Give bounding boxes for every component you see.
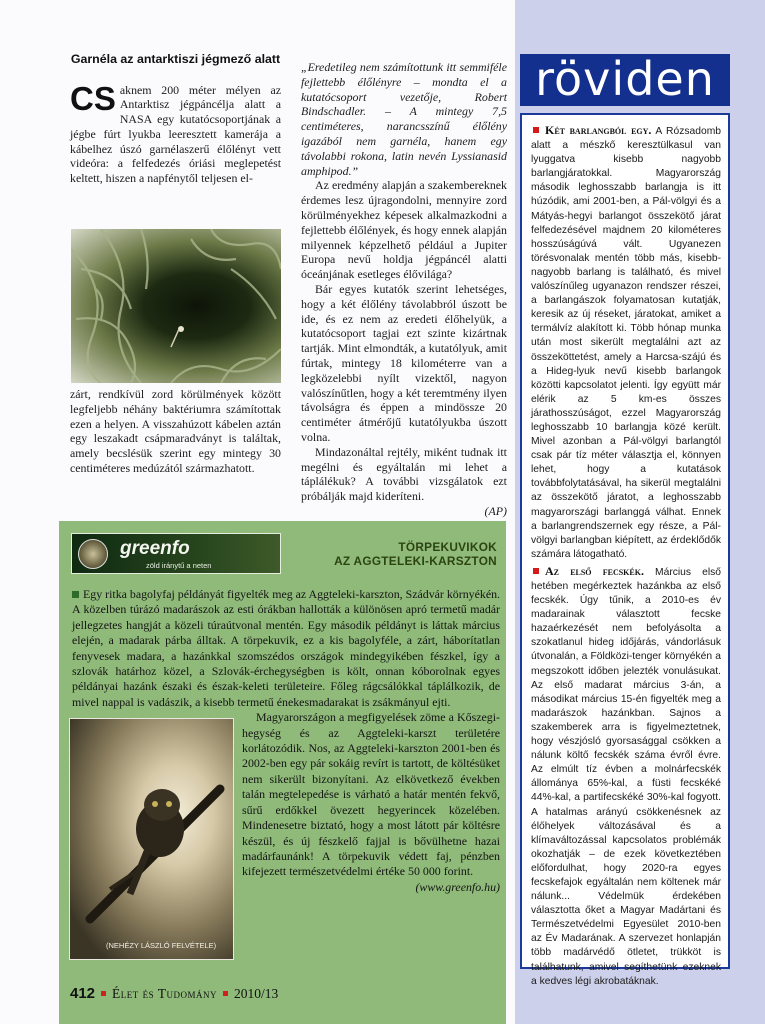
article-paragraph-2: Az eredmény alapján a szakembereknek érdemes lesz újragondolni, mennyire zord körülményekhez képesek alkalmazkodni a fejlettebb élőlények, és hogy ennek alapján milyennek képzelhető például a Jupiter Europa nevű holdja jégpáncél alatti óceánjának esetleges élővilága? — [301, 178, 507, 282]
article-title: Garnéla az antarktiszi jégmező alatt — [70, 52, 281, 66]
sidebar-news-box — [520, 113, 730, 987]
publication-name: Élet és Tudomány — [112, 986, 218, 1001]
research-hole-photo — [71, 229, 281, 383]
owl-photo — [69, 718, 234, 960]
article-column-2 — [301, 60, 507, 519]
greenfo-tagline: zöld iránytű a neten — [146, 561, 212, 570]
green-box-text — [72, 587, 500, 962]
article-intro: aknem 200 méter mélyen az Antarktisz jégpáncélja alatt a NASA egy kutatócsoportjának a jégbe fúrt lyukba leeresztett kamerája a kábelhez úszó garnélaszerű élőlényt vett videóra: a felfedezés óriási meglepetést keltett, hiszen a napfénytől teljesen el- — [70, 82, 281, 186]
issue-number: 2010/13 — [234, 986, 279, 1001]
footer-separator-icon — [223, 991, 228, 996]
green-square-bullet-icon — [72, 591, 79, 598]
green-signature: (www.greenfo.hu) — [415, 879, 500, 894]
footer-separator-icon — [101, 991, 106, 996]
green-paragraph-2: Magyarországon a megfigyelések zöme a Kőszegi-hegység és az Aggteleki-karszt területére korlátozódik. Nos, az Aggteleki-karszton 2001-ben és 2002-ben egy pár sokáig revírt is tartott, de költésüket nem sikerült bizonyítani. Az elkövetkező években talán megtelepedése is várható a határ mentén fekvő, sűrű erdőkkel övezett hegyerincek közelében. Mindenesetre biztató, hogy a most látott pár költésre készül, és új fészkelő fajjal is bővülhetne hazai madárfaunánk! A törpekuvik védett faj, pénzben kifejezett természetvédelmi értéke 50 000 forint. — [242, 710, 500, 879]
red-square-bullet-icon — [533, 568, 539, 574]
news-item-swallows — [531, 564, 721, 989]
news-item-caves-text: A Rózsadomb alatt a mészkő keresztülkasul van lyuggatva kisebb nagyobb barlangjáratokkal. Magyarország második leghosszabb barlangja is itt húzódik, ami 2001-ben, a Pál-völgyi és a Mátyás-hegyi barlangot összekötő járat felfedezésével majdnem 20 kilométeres hosszúságúvá vált. Ugyanezen törésvonalak mentén több más, kisebb-nagyobb barlang is található, és mivel valószínűleg ugyanazon rendszer részei, a barlangászok folyamatosan kutatják, keresik az új réseket, járatokat, amiket a termálvíz alakított ki. Több hónap munka után most sikerült megtalálni azt az összeköttetést, amely a Harcsa-szájú és a Hideg-lyuk nevű kisebb barlangok közötti kapcsolatot jelenti. Így együtt már elérik az 5 km-es összes járathosszúságot, ezzel Magyarország leghosszabb 10 barlangja közé került. Mivel azonban a Pál-völgyi barlangtól csak pár tíz méter választja el, könnyen lehet, hogy a kutatások továbbfolytatásával, ha sikerül megtalálni az összekötő járatot, a leghosszabb magyarországi barlanggá válhat. Ennek a barlangrendszernek egy része, a Pál-völgyi barlangban kiépített, az érdeklődők számára látogatható. — [531, 126, 722, 560]
sidebar-title: röviden — [520, 54, 730, 106]
dropcap: CS — [70, 79, 116, 117]
article-paragraph-3: Bár egyes kutatók szerint lehetséges, hogy a két élőlény távolabbról úszott be ide, és ez nem az eredeti élőhelyük, a kutatócsoport tagjai ezt szinte kizártnak tartják. Mint elmondták, a kutatólyuk, amit fúrtak, mintegy 18 kilométerre van a legközelebbi nyílt vizektől, nagyon valószínűtlen, hogy a két teremtmény ilyen távolságra és éppen a mindössze 20 centiméter átmérőjű kutatólyukba úszott volna. — [301, 281, 507, 444]
article-signature: (AP) — [484, 503, 507, 518]
article-column-1-continued: zárt, rendkívül zord körülmények között legfeljebb néhány baktériumra számítottak ezen a helyen. A visszahúzott kábelen aztán egy leszakadt csápmaradványt is találtak, amely becslésük szerint egy mintegy 30 centiméteres medúzától származhatott. — [70, 387, 281, 475]
greenfo-wordmark: greenfo — [120, 538, 190, 559]
news-item-swallows-heading: Az első fecskék. — [545, 563, 644, 578]
greenfo-banner — [71, 533, 281, 574]
news-item-caves-heading: Két barlangból egy. — [545, 123, 652, 137]
news-item-caves — [531, 123, 721, 562]
page-footer — [70, 985, 278, 1002]
news-item-swallows-text: Március első hetében megérkeztek hazánkba az első fecskék. Úgy tűnik, a 2010-es év madarainak választott fecske hazaérkezését nem befolyásolta a szokatlanul hideg időjárás, vándorlásuk útvonalán, a Földközi-tenger környékén a megszokott időben jelezték vonulásukat. Az első madarat március 3-án, a másodikat március 15-én figyelték meg a madarászok hazánkban. Sajnos a szakemberek arra is figyelmeztetnek, hogy vészjósló gyorsasággal csökken a nálunk költő fecskék száma évről évre. Az elmúlt tíz évben a molnárfecskék állománya 65%-kal, a füsti fecskéké 44%-kal, a partifecskéké 30%-kal fogyott. A hatalmas arányú csökkenésnek az élőhelyek változásával és a klímaváltozással kapcsolatos problémák okozhatják – de ezek következtében előfordulhat, hogy 2020-ra egyes fecskefajok egyáltalán nem költenek már nálunk... Védelmük érdekében választotta őket a Magyar Madártani és Természetvédelmi Egyesület 2010-ben az Év Madarának. A szervezet honlapján több madárvédő ötletet, trükköt is találhatunk, amivel segíthetünk ezeknek a kedves légi akrobatáknak. — [531, 566, 721, 987]
article-paragraph-4: Mindazonáltal rejtély, miként tudnak itt megélni és egyáltalán mi lehet a táplálékuk? A további vizsgálatok ezt próbálják majd kideríteni. — [301, 444, 507, 504]
green-paragraph-1-lead: Egy ritka bagolyfaj példányát figyelték meg az Aggteleki-karszton, Szádvár környékén. A közelben túrázó madarászok az esti órákban hallották a különösen apró termetű madár jellegzetes hangját a közeli túraútvonal mentén. Egy második példányt is láttak március elején, a madarak párba álltak. A törpekuvik, ez a kis bagolyféle, a zárt, háborítatlan fenyvesek madara, a hazánkkal szomszédos országok mindegyikében fészkel, így a szlovák határhoz közel, a Szlovák-érchegységben is költ, onnan kóborolnak egyes példányai hazánk északi és észak-keleti területeire. Főleg rágcsálókkal táplálkozik, de mivel nappal is vadászik, a kisebb termetű énekesmadarakat is zsákmányul ejti. — [72, 587, 501, 709]
green-box-title: TÖRPEKUVIKOK AZ AGGTELEKI-KARSZTON — [334, 540, 497, 568]
page-number: 412 — [70, 985, 96, 1002]
quote-paragraph: „Eredetileg nem számítottunk itt semmiféle fejlettebb élőlényre – mondta el a kutatócsoport vezetője, Robert Bindschadler. – A mintegy 7,5 centiméteres, narancsszínű élőlény igazából nem garnéla, hanem egy távolabbi rokona, latin nevén Lyssianasid amphipod.” — [301, 60, 507, 178]
photo-credit: (NEHÉZY LÁSZLÓ FELVÉTELE) — [106, 940, 217, 950]
greenfo-logo-icon — [78, 539, 108, 569]
article-column-1 — [70, 52, 281, 186]
red-square-bullet-icon — [533, 127, 539, 133]
